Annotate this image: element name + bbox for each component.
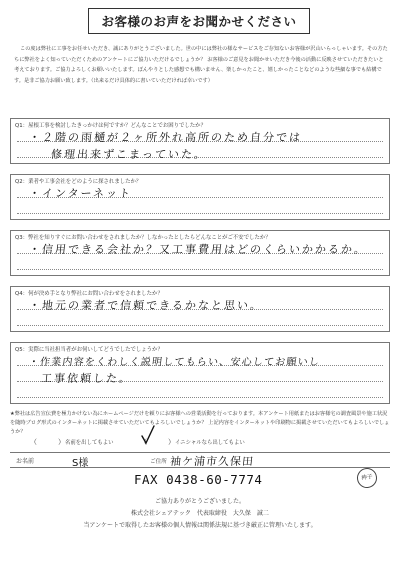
question-5-answer-line-1: ・作業内容をくわしく説明してもらい、安心してお願いし (28, 357, 321, 368)
question-5-label: Q5：実際に当社担当者がお伺いしてどうでしたでしょうか？ (15, 347, 163, 353)
name-value: S様 (72, 458, 89, 469)
question-1-label: Q1：屋根工事を検討したきっかけは何ですか？どんなことでお困りでしたか？ (15, 123, 206, 129)
question-2 (10, 174, 390, 220)
footer-thanks: ご協力ありがとうございました。 (154, 498, 245, 505)
question-1-answer-line-2: 修理出来ずこまっていた。 (50, 148, 208, 161)
question-1-answer-line-1: ・２階の雨樋が２ヶ所外れ高所のため自分では (28, 131, 303, 144)
question-4-answer-line-1: ・地元の業者で信頼できるかなと思い。 (28, 299, 264, 312)
customer-info-row (10, 452, 390, 468)
page-title: お客様のお声をお聞かせください (88, 8, 310, 34)
question-3-answer-line-1: ・信用できる会社か？又工事費用はどのくらいかかるか。 (28, 243, 368, 256)
question-2-label: Q2：業者や工事会社をどのように探されましたか？ (15, 179, 142, 185)
consent-option-name[interactable]: （ ）名前を出してもよい (30, 438, 114, 446)
seal-stamp: 神子 (356, 467, 379, 490)
question-4-label: Q4：何が決め手となり弊社にお問い合わせをされましたか？ (15, 291, 163, 297)
consent-option-initial[interactable]: （ ）イニシャルなら出してもよい (140, 438, 245, 446)
address-label: ご住所 (150, 459, 167, 465)
question-1 (10, 118, 390, 164)
fax-number: FAX 0438-60-7774 (134, 472, 263, 487)
publication-note: ★弊社は広告宣伝費を極力かけない為にホームページだけを頼りにお客様への営業活動を行っております。本アンケート用紙またはお客様宅の調査風景や施工状況を随時ブログ形式のインターネットに掲載させていただいてもよろしいでしょうか？ 上記内容をインターネットや印刷物に掲載させていただいてもよろしいでしょうか？ (10, 411, 390, 435)
question-2-answer-line-1: ・インターネット (28, 187, 133, 200)
address-value: 袖ケ浦市久保田 (169, 455, 255, 468)
question-4 (10, 286, 390, 332)
check-mark-icon (140, 424, 156, 446)
consent-option-name-label: 名前を出してもよい (65, 440, 114, 446)
intro-text: この度は弊社に工事をお任せいただき、誠にありがとうございました。世の中には弊社の様なサービスをご存知ないお客様が沢山いらっしゃいます。その方たちに弊社をよく知っていただくためのアンケートにご協力いただけるでしょうか？ お客様のご意見をお聞かせいただき今後の活動に反映させていただきたいと考えております。ご協力よろしくお願いいたします。ぼんやりとした感想でも構いません、楽しかったこと、嬉しかったことなどのような些細な事でも結構です。是非ご協力お願い致します。（出来るだけ具体的に書いていただければ幸いです） (14, 46, 388, 84)
question-5-answer-line-2: 工事依頼した。 (40, 372, 133, 385)
footer-company: 株式会社シェアテック 代表取締役 大久保 誠二 (131, 510, 269, 517)
question-5 (10, 342, 390, 404)
consent-option-initial-label: イニシャルなら出してもよい (175, 440, 245, 446)
footer-privacy: 当アンケートで取得したお客様の個人情報は関係法規に基づき厳正に管理いたします。 (83, 522, 317, 529)
name-label: お名前 (16, 458, 35, 465)
question-3-label: Q3：弊社を知りすぐにお問い合わせをされましたか？しなかったとしたらどんなことがご不安でしたか？ (15, 235, 271, 241)
question-3 (10, 230, 390, 276)
